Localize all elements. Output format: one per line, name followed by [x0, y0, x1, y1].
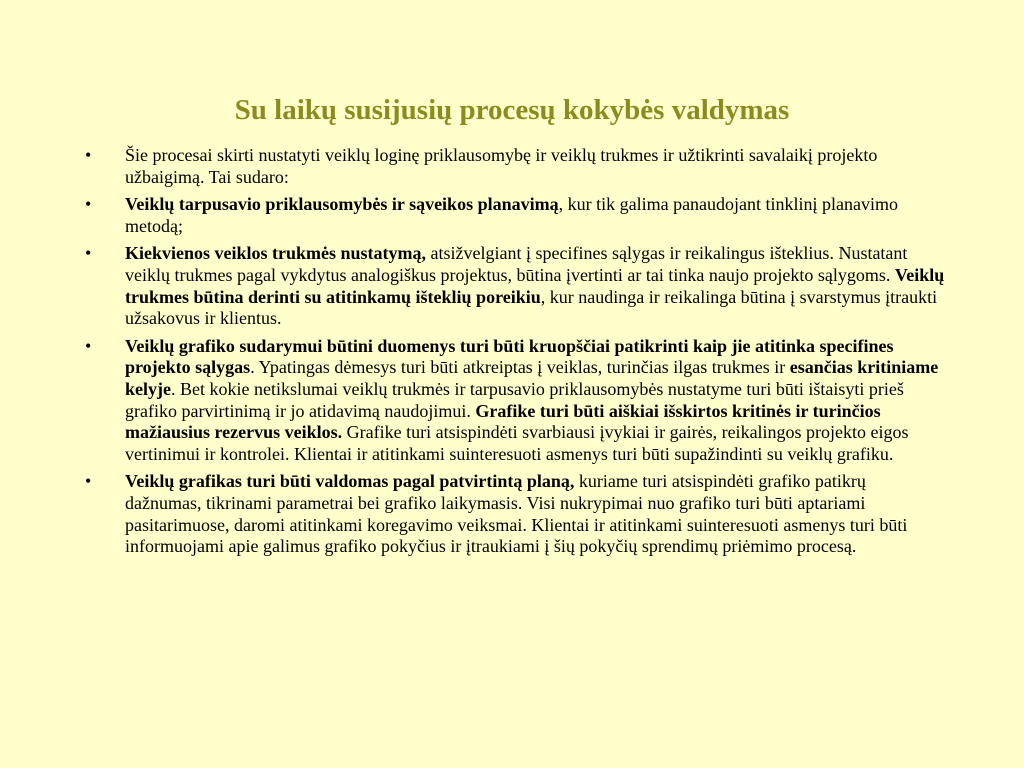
- bold-segment: Veiklų tarpusavio priklausomybės ir sąveikos planavimą: [125, 194, 559, 215]
- text-segment: Grafike turi atsispindėti svarbiausi įvykiai ir gairės, reikalingos projekto eigos vertinimui ir kontrolei. Klientai ir atitinkami suinteresuoti asmenys turi būti supažindinti su veiklų grafiku.: [125, 422, 909, 464]
- bullet-text: [125, 194, 898, 236]
- bullet-item: [85, 194, 945, 237]
- bullet-item: [85, 471, 945, 557]
- bullet-text: [125, 145, 877, 187]
- bullet-item: [85, 336, 945, 466]
- bullet-text: [125, 243, 944, 328]
- bold-segment: Veiklų grafikas turi būti valdomas pagal patvirtintą planą,: [125, 471, 575, 492]
- text-segment: . Ypatingas dėmesys turi būti atkreiptas į veiklas, turinčias ilgas trukmes ir: [250, 357, 790, 378]
- bullet-icon: •: [85, 194, 92, 215]
- bullet-icon: •: [85, 471, 92, 492]
- bullet-icon: •: [85, 243, 92, 264]
- text-segment: Šie procesai skirti nustatyti veiklų loginę priklausomybę ir veiklų trukmes ir užtikrinti savalaikį projekto užbaigimą. Tai sudaro:: [125, 145, 878, 187]
- bold-segment: Veiklų grafiko sudarymui būtini duomenys turi būti kruopščiai patikrinti kaip jie atitinka specifines projekto sąlygas: [125, 335, 894, 378]
- bullet-icon: •: [85, 145, 92, 165]
- bold-segment: Grafike turi būti aiškiai išskirtos kritinės ir turinčios mažiausius rezervus veiklos.: [125, 400, 881, 443]
- bullet-text: [125, 336, 938, 464]
- bullet-text: [125, 471, 907, 556]
- text-segment: , kur naudinga ir reikalinga būtina į svarstymus įtraukti užsakovus ir klientus.: [125, 286, 938, 329]
- text-segment: . Bet kokie netikslumai veiklų trukmės ir tarpusavio priklausomybės nustatyme turi būti ištaisyti prieš grafiko parvirtinimą ir jo atidavimą naudojimui.: [125, 378, 904, 421]
- slide-title: Su laikų susijusių procesų kokybės valdymas: [234, 94, 790, 126]
- bullet-item: [85, 145, 945, 188]
- bold-segment: Veiklų trukmes būtina derinti su atitinkamų išteklių poreikiu: [125, 264, 945, 307]
- text-segment: , kur tik galima panaudojant tinklinį planavimo metodą;: [125, 194, 899, 236]
- bullet-item: [85, 243, 945, 329]
- bold-segment: esančias kritiniame kelyje: [125, 357, 939, 399]
- bold-segment: Kiekvienos veiklos trukmės nustatymą,: [125, 243, 427, 264]
- bullet-list: [85, 145, 945, 564]
- bullet-icon: •: [85, 335, 92, 356]
- text-segment: atsižvelgiant į specifines sąlygas ir reikalingus išteklius. Nustatant veiklų trukmes pagal vykdytus analogiškus projektus, būtina įvertinti ar tai tinka naujo projekto sąlygoms.: [125, 243, 908, 285]
- text-segment: kuriame turi atsispindėti grafiko patikrų dažnumas, tikrinami parametrai bei grafiko laikymasis. Visi nukrypimai nuo grafiko turi būti aptariami pasitarimuose, daromi atitinkami koregavimo veiksmai. Klientai ir atitinkami suinteresuoti asmenys turi būti informuojami apie galimus grafiko pokyčius ir įtraukiami į šių pokyčių sprendimų priėmimo procesą.: [125, 471, 908, 557]
